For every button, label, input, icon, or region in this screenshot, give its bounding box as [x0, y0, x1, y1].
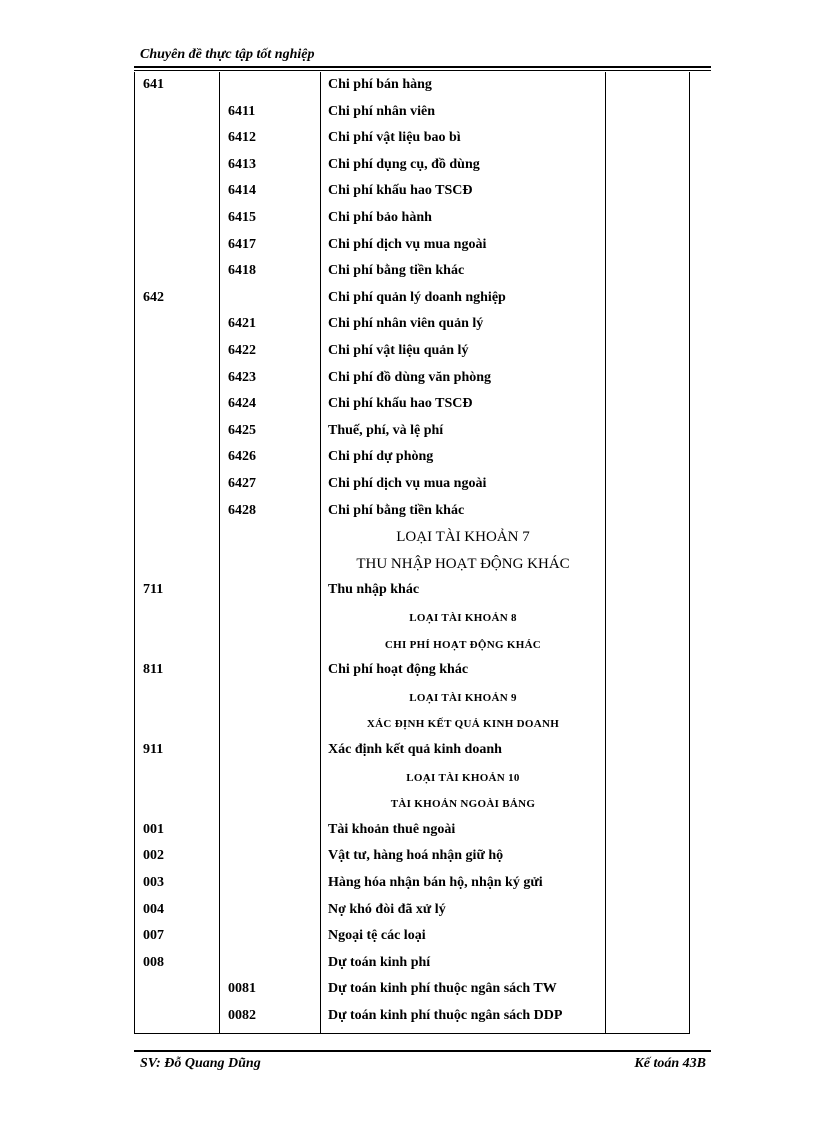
- table-row: [135, 577, 689, 604]
- section-heading: TÀI KHOẢN NGOÀI BẢNG: [390, 798, 536, 811]
- account-name: Chi phí vật liệu bao bì: [328, 130, 461, 146]
- account-name: Hàng hóa nhận bán hộ, nhận ký gửi: [328, 875, 543, 890]
- sub-account-code: 6424: [228, 396, 256, 412]
- account-name: Chi phí nhân viên: [328, 103, 435, 119]
- table-row: [135, 817, 689, 844]
- account-name: Chi phí dịch vụ mua ngoài: [328, 236, 487, 252]
- account-name: Tài khoản thuê ngoài: [328, 821, 456, 837]
- sub-account-code: 6427: [228, 476, 256, 491]
- table-row: [135, 391, 689, 418]
- section-heading: LOẠI TÀI KHOẢN 10: [406, 771, 520, 784]
- section-heading-row: [135, 551, 689, 578]
- sub-account-code: 6428: [228, 502, 256, 518]
- table-row: [135, 498, 689, 525]
- section-heading: LOẠI TÀI KHOẢN 9: [409, 691, 517, 704]
- account-name: Chi phí bằng tiền khác: [328, 263, 465, 279]
- footer-author: SV: Đỗ Quang Dũng: [140, 1056, 261, 1071]
- section-heading-row: [135, 790, 689, 817]
- account-code: 002: [143, 848, 164, 864]
- account-code: 711: [143, 582, 164, 598]
- sub-account-code: 6411: [228, 103, 256, 119]
- table-row: [135, 950, 689, 977]
- section-heading: CHI PHÍ HOẠT ĐỘNG KHÁC: [384, 638, 542, 651]
- table-row: [135, 365, 689, 392]
- footer-class: Kế toán 43B: [634, 1056, 706, 1071]
- table-row: [135, 232, 689, 259]
- table-row: [135, 418, 689, 445]
- table-row: [135, 338, 689, 365]
- table-row: [135, 870, 689, 897]
- section-heading: XÁC ĐỊNH KẾT QUẢ KINH DOANH: [366, 718, 560, 731]
- sub-account-code: 6425: [228, 422, 256, 438]
- table-row: [135, 1003, 689, 1030]
- account-name: Chi phí vật liệu quản lý: [328, 343, 469, 358]
- table-row: [135, 99, 689, 126]
- table-row: [135, 125, 689, 152]
- account-name: Chi phí dự phòng: [328, 449, 434, 465]
- account-code: 642: [143, 289, 164, 305]
- account-name: Vật tư, hàng hoá nhận giữ hộ: [328, 848, 504, 864]
- account-code: 811: [143, 662, 164, 678]
- section-heading-row: [135, 764, 689, 791]
- account-name: Dự toán kinh phí thuộc ngân sách DDP: [328, 1008, 563, 1023]
- section-heading-row: [135, 710, 689, 737]
- table-row: [135, 471, 689, 498]
- account-code: 001: [143, 821, 164, 837]
- sub-account-code: 6422: [228, 343, 256, 358]
- section-heading: THU NHẬP HOẠT ĐỘNG KHÁC: [356, 555, 570, 572]
- table-row: [135, 258, 689, 285]
- account-name: Thuế, phí, và lệ phí: [328, 422, 444, 438]
- account-name: Thu nhập khác: [328, 582, 420, 598]
- account-name: Chi phí hoạt động khác: [328, 662, 469, 678]
- table-row: [135, 897, 689, 924]
- section-heading-row: [135, 604, 689, 631]
- account-name: Xác định kết quả kinh doanh: [328, 742, 502, 757]
- accounts-table: [134, 72, 690, 1034]
- table-row: [135, 976, 689, 1003]
- account-code: 004: [143, 901, 164, 917]
- account-code: 641: [143, 77, 164, 92]
- table-row: [135, 285, 689, 312]
- table-row: [135, 444, 689, 471]
- table-row: [135, 923, 689, 950]
- account-name: Chi phí bán hàng: [328, 77, 432, 92]
- sub-account-code: 0082: [228, 1008, 256, 1023]
- sub-account-code: 6426: [228, 449, 256, 465]
- account-code: 008: [143, 954, 164, 970]
- header-rule-thin: [134, 70, 711, 71]
- sub-account-code: 6418: [228, 263, 256, 279]
- sub-account-code: 6417: [228, 236, 256, 252]
- table-row: [135, 205, 689, 232]
- account-name: Ngoại tệ các loại: [328, 928, 426, 944]
- sub-account-code: 6415: [228, 210, 256, 225]
- page-header-title: Chuyên đề thực tập tốt nghiệp: [140, 47, 315, 62]
- section-heading-row: [135, 524, 689, 551]
- account-name: Chi phí đồ dùng văn phòng: [328, 369, 492, 385]
- section-heading-row: [135, 684, 689, 711]
- account-name: Chi phí dịch vụ mua ngoài: [328, 476, 487, 491]
- sub-account-code: 6423: [228, 369, 256, 385]
- sub-account-code: 0081: [228, 981, 256, 997]
- sub-account-code: 6421: [228, 316, 256, 332]
- sub-account-code: 6413: [228, 156, 256, 172]
- section-heading: LOẠI TÀI KHOẢN 7: [396, 529, 530, 546]
- sub-account-code: 6412: [228, 130, 256, 146]
- account-name: Chi phí khấu hao TSCĐ: [328, 396, 473, 412]
- account-name: Chi phí bảo hành: [328, 210, 432, 225]
- account-name: Chi phí dụng cụ, đồ dùng: [328, 156, 480, 172]
- account-code: 003: [143, 875, 164, 890]
- sub-account-code: 6414: [228, 183, 256, 199]
- table-row: [135, 152, 689, 179]
- table-row: [135, 178, 689, 205]
- account-name: Chi phí khấu hao TSCĐ: [328, 183, 473, 199]
- footer-rule: [134, 1050, 711, 1052]
- table-row: [135, 737, 689, 764]
- table-row: [135, 657, 689, 684]
- header-rule: [134, 66, 711, 68]
- table-row: [135, 311, 689, 338]
- account-code: 007: [143, 928, 164, 944]
- table-row: [135, 843, 689, 870]
- account-name: Chi phí bằng tiền khác: [328, 502, 465, 518]
- account-name: Chi phí nhân viên quản lý: [328, 316, 484, 332]
- table-row: [135, 72, 689, 99]
- section-heading-row: [135, 631, 689, 658]
- account-name: Nợ khó đòi đã xử lý: [328, 901, 446, 917]
- account-name: Chi phí quản lý doanh nghiệp: [328, 289, 506, 305]
- section-heading: LOẠI TÀI KHOẢN 8: [409, 612, 517, 624]
- account-name: Dự toán kinh phí thuộc ngân sách TW: [328, 981, 557, 997]
- account-name: Dự toán kinh phí: [328, 954, 431, 970]
- account-code: 911: [143, 742, 164, 757]
